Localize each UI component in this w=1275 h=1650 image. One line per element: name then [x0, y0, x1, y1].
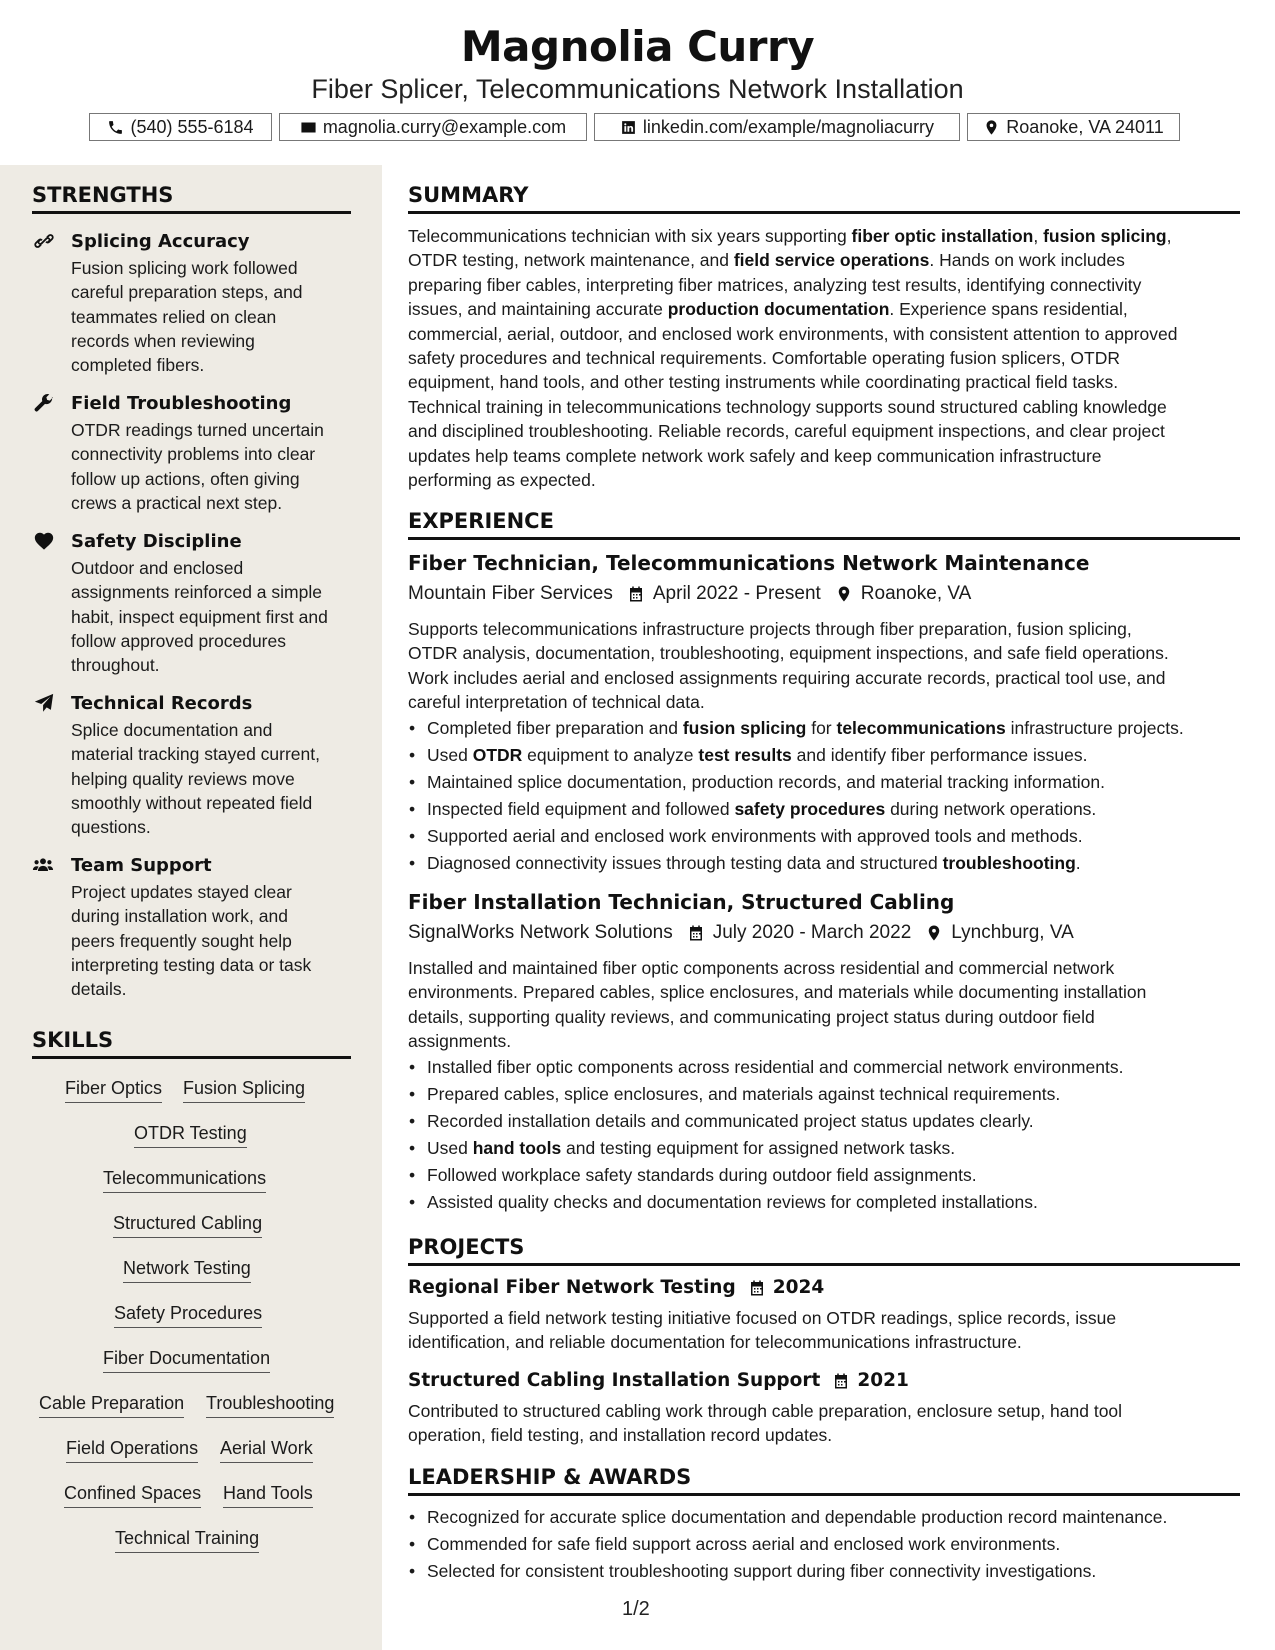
summary-line: performing as expected.	[408, 470, 596, 491]
skills-heading: SKILLS	[32, 1028, 351, 1059]
skill-tag: Troubleshooting	[206, 1393, 334, 1418]
strength-description: Outdoor and enclosed assignments reinforced a simple habit, inspect equipment first and follow approved procedures throughout.	[71, 558, 328, 676]
summary-line: issues, and maintaining accurate production documentation. Experience spans residential,	[408, 299, 1128, 320]
skill-tag: Structured Cabling	[113, 1213, 262, 1238]
job-company: Mountain Fiber Services	[408, 583, 613, 604]
project-year: 2024	[772, 1277, 825, 1298]
calendar-icon	[748, 1279, 766, 1297]
leadership-item: • Recognized for accurate splice documentation and dependable production record maintenance.	[427, 1507, 1167, 1528]
job-bullet: • Assisted quality checks and documentation reviews for completed installations.	[427, 1192, 1038, 1213]
job-bullet: • Followed workplace safety standards during outdoor field assignments.	[427, 1165, 977, 1186]
skill-tag: Technical Training	[115, 1528, 259, 1553]
job-location: Roanoke, VA	[860, 583, 972, 604]
skill-tag: Confined Spaces	[64, 1483, 201, 1508]
job-title: Fiber Technician, Telecommunications Network Maintenance	[408, 551, 1090, 575]
job-meta	[408, 922, 1074, 944]
skill-tag: Cable Preparation	[39, 1393, 184, 1418]
job-bullet: • Inspected field equipment and followed safety procedures during network operations.	[427, 799, 1096, 820]
heart-icon	[33, 530, 55, 552]
job-bullet: • Diagnosed connectivity issues through testing data and structured troubleshooting.	[427, 853, 1081, 874]
leadership-item: • Selected for consistent troubleshooting support during fiber connectivity investigations.	[427, 1561, 1096, 1582]
strength-description: OTDR readings turned uncertain connectivity problems into clear follow up actions, often giving crews a practical next step.	[71, 420, 324, 513]
summary-line: Telecommunications technician with six years supporting fiber optic installation, fusion splicing,	[408, 226, 1172, 246]
strength-description: Fusion splicing work followed careful preparation steps, and teammates relied on clean records when reviewing completed fibers.	[71, 258, 303, 376]
map-pin-icon	[835, 585, 853, 603]
skill-tag: Aerial Work	[220, 1438, 313, 1463]
contact-email[interactable]	[279, 113, 587, 141]
job-location: Lynchburg, VA	[951, 922, 1074, 943]
job-bullet: • Prepared cables, splice enclosures, and materials against technical requirements.	[427, 1084, 1060, 1105]
summary-line: safety procedures and technical requirements. Comfortable operating fusion splicers, OTDR	[408, 348, 1121, 369]
skill-tag: Fiber Optics	[65, 1078, 162, 1103]
summary-line: equipment, hand tools, and other testing instruments while coordinating practical field tasks.	[408, 372, 1119, 393]
wrench-icon	[33, 392, 55, 414]
envelope-icon	[300, 119, 317, 136]
project-description: Contributed to structured cabling work through cable preparation, enclosure setup, hand tool operation, field testing, and installation record updates.	[408, 1401, 1123, 1446]
summary-line: Technical training in telecommunications technology supports sound structured cabling knowledge	[408, 396, 1167, 417]
contact-linkedin-text: linkedin.com/example/magnoliacurry	[642, 116, 935, 137]
project-title	[408, 1370, 909, 1391]
experience-heading: EXPERIENCE	[408, 509, 1240, 540]
job-bullet: • Used hand tools and testing equipment for assigned network tasks.	[427, 1138, 955, 1159]
linkedin-icon	[620, 119, 637, 136]
summary-line: updates help teams complete network work safely and keep communication infrastructure	[408, 445, 1102, 466]
leadership-item: • Commended for safe field support across aerial and enclosed work environments.	[427, 1534, 1060, 1555]
skill-tag: Safety Procedures	[114, 1303, 262, 1328]
skill-tag: Fusion Splicing	[183, 1078, 305, 1103]
strength-description: Project updates stayed clear during installation work, and peers frequently sought help interpreting testing data or task details.	[71, 882, 312, 1000]
candidate-title: Fiber Splicer, Telecommunications Network Installation	[311, 74, 964, 104]
job-bullet: • Recorded installation details and communicated project status updates clearly.	[427, 1111, 1034, 1132]
paper-plane-icon	[33, 692, 55, 714]
job-bullet: • Maintained splice documentation, production records, and material tracking information.	[427, 772, 1105, 793]
map-pin-icon	[925, 924, 943, 942]
strength-title: Safety Discipline	[71, 531, 242, 552]
skill-tag: Fiber Documentation	[103, 1348, 270, 1373]
contact-linkedin[interactable]	[594, 113, 960, 141]
calendar-icon	[832, 1372, 850, 1390]
job-description: Installed and maintained fiber optic components across residential and commercial network environments. Prepared cables, splice enclosures, and materials while documenting installation details, supporting quality reviews, and communicating project status during outdoor field assignments.	[408, 958, 1147, 1052]
map-pin-icon	[983, 119, 1000, 136]
calendar-icon	[627, 585, 645, 603]
phone-icon	[107, 119, 124, 136]
job-bullet: • Completed fiber preparation and fusion splicing for telecommunications infrastructure projects.	[427, 718, 1184, 739]
contact-location-text: Roanoke, VA 24011	[1006, 116, 1164, 137]
calendar-icon	[687, 924, 705, 942]
contact-bar	[0, 113, 1275, 145]
strength-title: Field Troubleshooting	[71, 393, 292, 414]
skill-tag: Field Operations	[66, 1438, 198, 1463]
summary-line: preparing fiber cables, interpreting fiber matrices, analyzing test results, identifying connectivity	[408, 274, 1142, 295]
summary-line: and disciplined troubleshooting. Reliable records, careful equipment inspections, and clear project	[408, 421, 1165, 442]
contact-phone[interactable]	[89, 113, 272, 141]
strength-title: Team Support	[71, 855, 212, 876]
job-bullet: • Installed fiber optic components across residential and commercial network environments.	[427, 1057, 1123, 1078]
job-dates: April 2022 - Present	[652, 583, 821, 604]
job-company: SignalWorks Network Solutions	[408, 922, 673, 943]
project-description: Supported a field network testing initiative focused on OTDR readings, splice records, issue identification, and reliable documentation for telecommunications infrastructure.	[408, 1308, 1117, 1353]
project-year: 2021	[857, 1370, 909, 1391]
project-title	[408, 1277, 824, 1298]
link-icon	[33, 230, 55, 252]
page-number: 1/2	[622, 1598, 650, 1620]
job-meta	[408, 583, 971, 605]
project-name: Regional Fiber Network Testing	[408, 1277, 736, 1298]
skill-tag: Hand Tools	[223, 1483, 313, 1508]
contact-email-text: magnolia.curry@example.com	[322, 116, 567, 137]
summary-heading: SUMMARY	[408, 183, 1240, 214]
strength-description: Splice documentation and material tracking stayed current, helping quality reviews move smoothly without repeated field questions.	[71, 720, 320, 838]
summary-text	[408, 224, 1253, 492]
project-name: Structured Cabling Installation Support	[408, 1370, 821, 1391]
candidate-name: Magnolia Curry	[460, 22, 815, 71]
strength-title: Splicing Accuracy	[71, 231, 250, 252]
job-title: Fiber Installation Technician, Structured Cabling	[408, 890, 955, 914]
job-bullet: • Supported aerial and enclosed work environments with approved tools and methods.	[427, 826, 1083, 847]
strengths-heading: STRENGTHS	[32, 183, 351, 214]
summary-line: commercial, aerial, outdoor, and enclosed work environments, with consistent attention to approved	[408, 323, 1178, 344]
skill-tag: Network Testing	[123, 1258, 251, 1283]
skill-tag: Telecommunications	[103, 1168, 266, 1193]
projects-heading: PROJECTS	[408, 1235, 1240, 1266]
leadership-heading: LEADERSHIP & AWARDS	[408, 1465, 1240, 1496]
contact-phone-text: (540) 555-6184	[130, 116, 254, 137]
job-dates: July 2020 - March 2022	[712, 922, 912, 943]
job-bullet: • Used OTDR equipment to analyze test results and identify fiber performance issues.	[427, 745, 1087, 766]
contact-location	[967, 113, 1180, 141]
skill-tag: OTDR Testing	[134, 1123, 247, 1148]
users-icon	[32, 854, 54, 876]
strength-title: Technical Records	[71, 693, 253, 714]
summary-line: OTDR testing, network maintenance, and field service operations. Hands on work includes	[408, 250, 1125, 271]
job-description: Supports telecommunications infrastructure projects through fiber preparation, fusion splicing, OTDR analysis, documentation, troubleshooting, equipment inspections, and safe field operations. Work includes aerial and enclosed assignments requiring accurate records, practical tool use, and careful interpretation of technical data.	[408, 619, 1169, 713]
